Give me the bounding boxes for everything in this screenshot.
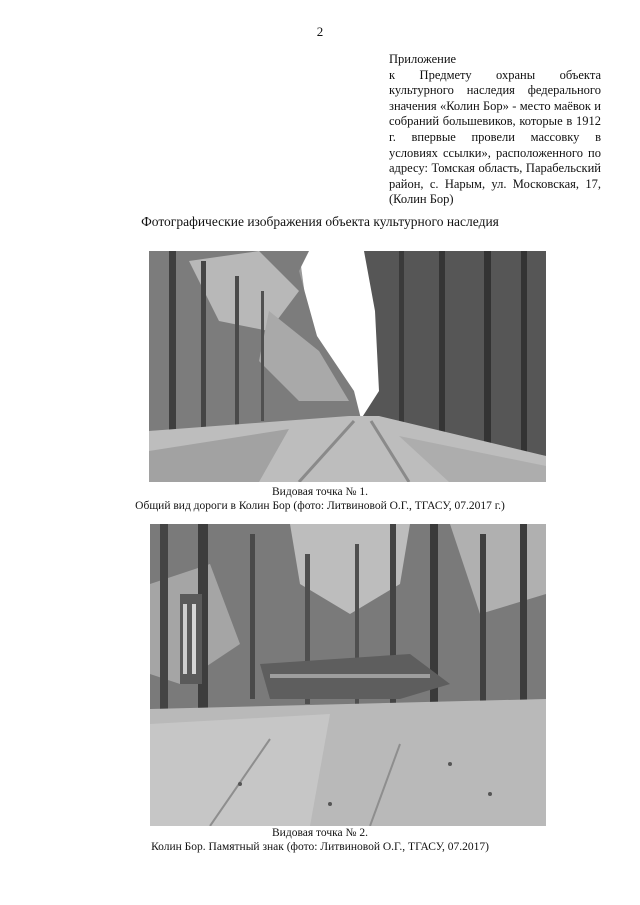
caption-description-1: Общий вид дороги в Колин Бор (фото: Литвиновой О.Г., ТГАСУ, 07.2017 г.) (135, 500, 505, 512)
appendix-text: к Предмету охраны объекта культурного наследия федерального значения «Колин Бор» - место маёвок и собраний большевиков, которые в 1912 г. впервые провели массовку в условиях ссылки», расположенного по адресу: Томская область, Парабельский район, с. Нарым, ул. Московская, 17, (Колин Бор) (389, 67, 601, 207)
caption-description-2: Колин Бор. Памятный знак (фото: Литвиновой О.Г., ТГАСУ, 07.2017) (151, 841, 489, 853)
photo-caption-2 (0, 826, 640, 854)
section-title: Фотографические изображения объекта культурного наследия (141, 214, 499, 229)
appendix-heading: Приложение (389, 52, 457, 66)
caption-viewpoint-1: Видовая точка № 1. (272, 486, 368, 498)
page-number: 2 (316, 24, 324, 39)
caption-viewpoint-2: Видовая точка № 2. (272, 827, 368, 839)
photo-forest-memorial (150, 524, 546, 826)
appendix-block (389, 52, 601, 208)
photo-forest-road (149, 251, 546, 482)
photo-caption-1 (0, 485, 640, 513)
